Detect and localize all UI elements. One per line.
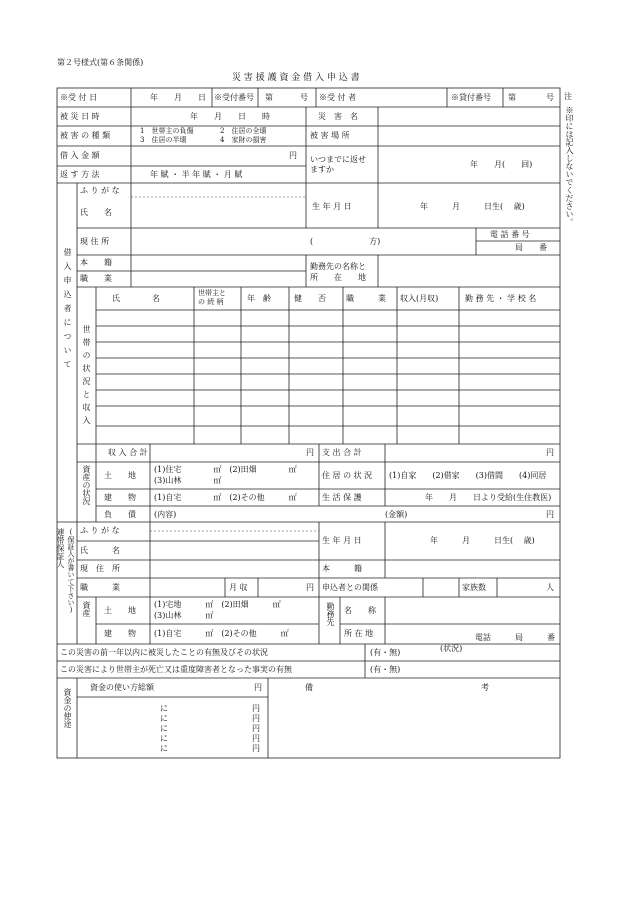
assets-debt-yen: 円 — [546, 510, 554, 519]
guarantor-income-label: 月 収 — [229, 583, 248, 592]
guarantor-workplace-label: 勤務先 — [326, 602, 335, 626]
guarantor-side-label: 連帯保証人 — [56, 528, 65, 568]
damage-place-label: 被 害 場 所 — [310, 131, 350, 140]
assets-land-b[interactable]: (3)山林 ㎡ — [154, 476, 222, 485]
note-text: ※印には記入しないでください。 — [565, 106, 574, 226]
guarantor-land-a[interactable]: (1)宅地 ㎡ (2)田畑 ㎡ — [154, 600, 281, 609]
usage-ni: に — [160, 714, 168, 723]
household-side-label: 世帯の状況と収入 — [82, 325, 91, 429]
usage-total-yen: 円 — [254, 683, 262, 692]
remarks-label: 備 考 — [305, 683, 489, 692]
assets-debt-content[interactable]: (内容) — [154, 510, 177, 519]
guarantor-honseki-label: 本 籍 — [322, 564, 362, 573]
hh-header-job: 職 業 — [346, 294, 386, 303]
repay-by-label-a: いつまでに返せ — [310, 155, 366, 164]
guarantor-furigana-label: ふ り が な — [80, 526, 120, 535]
hh-header-income: 収入(月収) — [400, 294, 439, 303]
hh-header-name: 氏 名 — [112, 294, 160, 303]
hh-header-age: 年 齢 — [247, 294, 271, 303]
damage-type-label: 被 害 の 種 類 — [60, 131, 111, 140]
history-a1-status[interactable]: (状況) — [440, 644, 463, 653]
assets-building-label: 建 物 — [104, 493, 136, 502]
applicant-furigana-label: ふ り が な — [80, 186, 120, 195]
applicant-name-label: 氏 名 — [80, 208, 112, 217]
damage-option-1[interactable]: 1 世帯主の負傷 — [140, 127, 194, 135]
assets-land-label: 土 地 — [104, 471, 136, 480]
usage-yen: 円 — [252, 714, 260, 723]
applicant-phone-kyoku[interactable]: 局 番 — [515, 243, 547, 252]
usage-side-label: 資金の使途 — [63, 688, 72, 728]
guarantor-assets-label: 資産 — [82, 601, 91, 617]
guarantor-wp-name-label: 名 称 — [344, 606, 376, 615]
receipt-date-value[interactable]: 年 月 日 — [150, 93, 206, 102]
hh-header-work: 勤 務 先 ・ 学 校 名 — [465, 294, 537, 303]
usage-total-label: 資金の使い方総額 — [90, 683, 154, 692]
usage-yen: 円 — [252, 724, 260, 733]
guarantor-phone[interactable]: 電話 局 番 — [475, 633, 555, 642]
receipt-number-dai: 第 — [265, 93, 273, 102]
applicant-address-label: 現 住 所 — [80, 237, 110, 246]
loan-amount-unit: 円 — [289, 151, 297, 160]
repay-method-label: 返 す 方 法 — [60, 170, 100, 179]
guarantor-birth-label: 生 年 月 日 — [322, 536, 362, 545]
guarantor-address-label: 現 住 所 — [80, 564, 120, 573]
damage-option-2[interactable]: 2 住居の全壊 — [220, 127, 267, 135]
applicant-honseki-label: 本 籍 — [80, 258, 112, 267]
form-number: 第２号様式(第６条関係) — [57, 58, 144, 67]
welfare-label: 生 活 保 護 — [322, 493, 362, 502]
guarantor-birth-value[interactable]: 年 月 日生( 歳) — [430, 536, 535, 545]
loan-number-dai: 第 — [508, 93, 516, 102]
guarantor-income-yen: 円 — [306, 583, 314, 592]
guarantor-job-label: 職 業 — [80, 583, 120, 592]
assets-land-a[interactable]: (1)住宅 ㎡ (2)田畑 ㎡ — [154, 465, 297, 474]
guarantor-side-note: (保証人が書いて下さい) — [67, 528, 75, 614]
assets-debt-label: 負 債 — [104, 510, 136, 519]
receipt-number-go: 号 — [300, 93, 308, 102]
history-q1: この災害の前一年以内に被災したことの有無及びその状況 — [60, 648, 268, 657]
history-a2[interactable]: (有・無) — [370, 665, 401, 674]
hh-header-rel-b: の 続 柄 — [198, 298, 224, 306]
guarantor-land-b[interactable]: (3)山林 ㎡ — [154, 611, 214, 620]
usage-ni: に — [160, 724, 168, 733]
income-total-yen: 円 — [306, 448, 314, 457]
repay-by-value[interactable]: 年 月( 回) — [470, 160, 533, 169]
guarantor-name-label: 氏 名 — [80, 546, 120, 555]
guarantor-family-label: 家族数 — [462, 583, 486, 592]
receipt-number-label: ※受付番号 — [214, 93, 254, 102]
guarantor-wp-addr-label: 所 在 地 — [344, 629, 374, 638]
receiver-label: ※受 付 者 — [319, 93, 357, 102]
damage-option-4[interactable]: 4 家財の損害 — [220, 136, 267, 144]
receipt-date-label: ※受 付 日 — [60, 93, 98, 102]
repay-method-value[interactable]: 年 賦 ・ 半 年 賦 ・ 月 賦 — [150, 170, 243, 179]
disaster-name-label: 災 害 名 — [318, 112, 358, 121]
applicant-phone-label: 電 話 番 号 — [490, 230, 530, 239]
housing-label: 住 居 の 状 況 — [322, 471, 373, 480]
applicant-side-label: 借入申込者について — [63, 248, 72, 374]
disaster-datetime-value[interactable]: 年 月 日 時 — [190, 112, 270, 121]
usage-yen: 円 — [252, 744, 260, 753]
guarantor-family-unit: 人 — [546, 583, 554, 592]
assets-debt-amount[interactable]: (金額) — [385, 510, 408, 519]
expense-total-yen: 円 — [546, 448, 554, 457]
guarantor-land-label: 土 地 — [104, 606, 136, 615]
income-total-label: 収 入 合 計 — [108, 448, 148, 457]
hh-header-health: 健 否 — [294, 294, 326, 303]
hh-header-rel-a: 世帯主と — [198, 289, 226, 297]
applicant-birth-label: 生 年 月 日 — [312, 202, 352, 211]
usage-ni: に — [160, 734, 168, 743]
housing-options[interactable]: (1)自家 (2)借家 (3)借間 (4)同居 — [389, 471, 547, 480]
loan-amount-label: 借 入 金 額 — [60, 151, 100, 160]
form-title: 災 害 援 護 資 金 借 入 申 込 書 — [232, 73, 360, 83]
applicant-work-label-b: 所 在 地 — [310, 273, 366, 282]
repay-by-label-b: ますか — [310, 165, 334, 174]
welfare-value[interactable]: 年 月 日より受給(生住教医) — [425, 493, 552, 502]
applicant-job-label: 職 業 — [80, 274, 112, 283]
usage-yen: 円 — [252, 704, 260, 713]
applicant-address-paren[interactable]: ( 方) — [310, 237, 381, 246]
applicant-work-label-a: 勤務先の名称と — [310, 262, 366, 271]
applicant-birth-value[interactable]: 年 月 日生( 歳) — [420, 202, 525, 211]
disaster-datetime-label: 被 災 日 時 — [60, 112, 100, 121]
history-q2: この災害により世帯主が死亡又は重度障害者となった事実の有無 — [60, 665, 292, 674]
usage-ni: に — [160, 744, 168, 753]
assets-building-value[interactable]: (1)自宅 ㎡ (2)その他 ㎡ — [154, 493, 297, 502]
assets-side-label: 資産の状況 — [82, 465, 91, 505]
usage-yen: 円 — [252, 734, 260, 743]
expense-total-label: 支 出 合 計 — [322, 448, 362, 457]
usage-ni: に — [160, 704, 168, 713]
damage-option-3[interactable]: 3 住居の半壊 — [140, 136, 187, 144]
guarantor-relation-label: 申込者との関係 — [322, 583, 378, 592]
history-a1[interactable]: (有・無) — [370, 648, 401, 657]
note-chu: 注 — [564, 92, 572, 101]
guarantor-building-value[interactable]: (1)自宅 ㎡ (2)その他 ㎡ — [154, 629, 289, 638]
loan-number-go: 号 — [546, 93, 554, 102]
guarantor-building-label: 建 物 — [104, 629, 136, 638]
loan-number-label: ※貸付番号 — [451, 93, 491, 102]
